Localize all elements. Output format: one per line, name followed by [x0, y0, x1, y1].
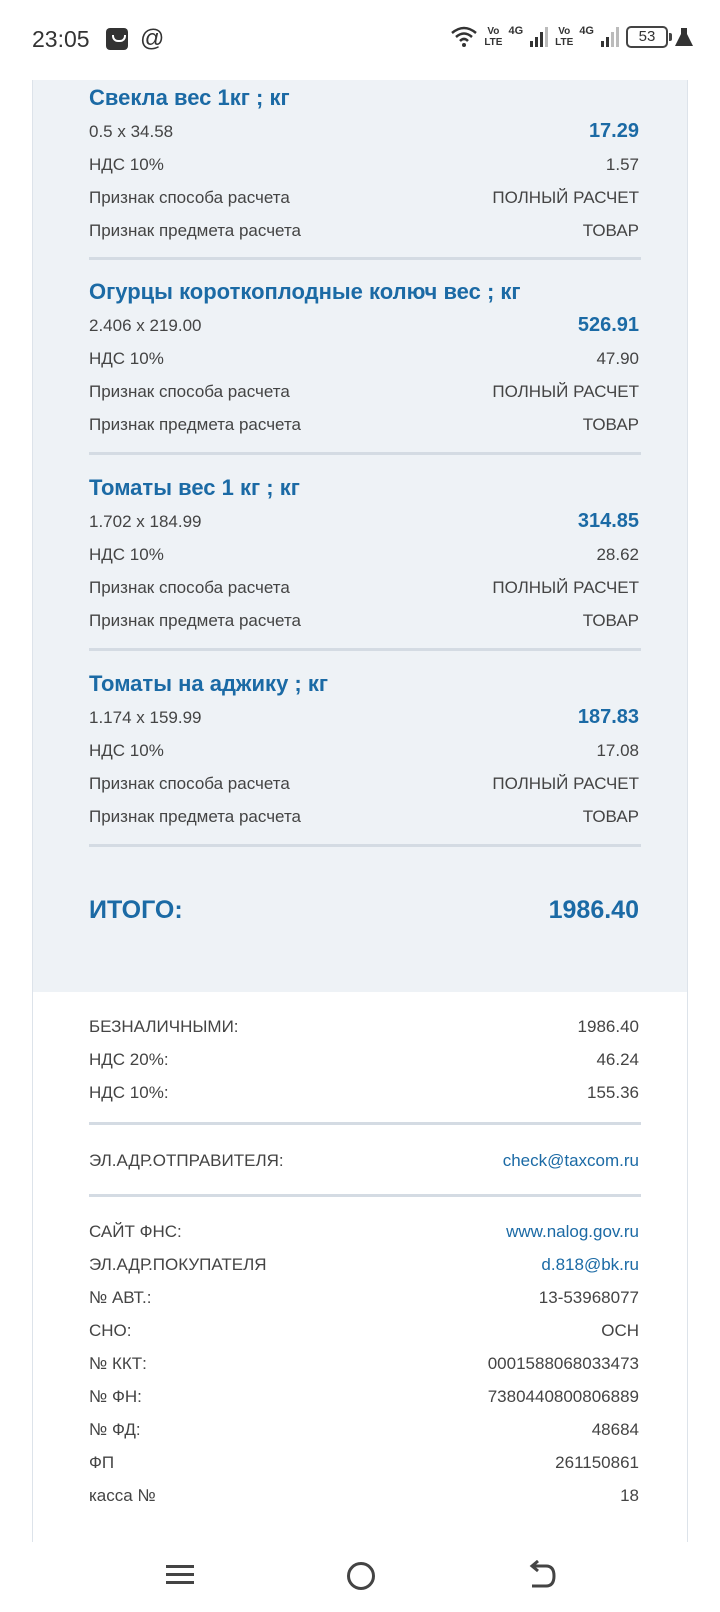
item-qty-price: 0.5 x 34.58: [89, 121, 174, 141]
at-sign-icon: @: [140, 25, 165, 52]
sender-email-link[interactable]: check@taxcom.ru: [502, 1151, 639, 1170]
item-subject-value: ТОВАР: [582, 415, 639, 434]
item-divider: [89, 257, 641, 260]
item-title: Томаты на аджику ; кг: [89, 671, 329, 696]
item-qty-row: [89, 504, 639, 538]
item-amount: 314.85: [577, 509, 639, 532]
auto-label: № АВТ.:: [89, 1288, 152, 1307]
battery-icon: 53: [626, 26, 668, 48]
item-method-label: Признак способа расчета: [89, 188, 290, 207]
item-amount: 526.91: [577, 313, 639, 336]
vat10-label: НДС 10%:: [89, 1083, 169, 1102]
status-bar: [0, 0, 720, 80]
kkt-value: 0001588068033473: [487, 1354, 639, 1373]
item-title: Огурцы короткоплодные колюч вес ; кг: [89, 279, 521, 304]
fd-label: № ФД:: [89, 1420, 141, 1439]
receipt-item: [89, 472, 639, 637]
item-vat-row: [89, 538, 639, 571]
volte-1-indicator: Vo LTE: [484, 26, 503, 48]
shopping-bag-icon: [106, 28, 128, 50]
sno-row: [89, 1314, 639, 1347]
receipt-item: [89, 668, 639, 833]
item-method-row: [89, 571, 639, 604]
item-title: Томаты вес 1 кг ; кг: [89, 475, 300, 500]
item-qty-row: [89, 308, 639, 342]
item-vat-value: 17.08: [596, 741, 639, 760]
payment-block: [89, 1010, 639, 1109]
item-qty-price: 1.702 x 184.99: [89, 511, 202, 531]
item-method-value: ПОЛНЫЙ РАСЧЕТ: [492, 382, 639, 401]
fns-site-row: [89, 1215, 639, 1248]
item-title: Свекла вес 1кг ; кг: [89, 85, 290, 110]
item-vat-row: [89, 734, 639, 767]
item-vat-row: [89, 342, 639, 375]
item-vat-label: НДС 10%: [89, 155, 164, 174]
details-block: [89, 1215, 639, 1512]
item-subject-label: Признак предмета расчета: [89, 415, 301, 434]
item-subject-row: [89, 214, 639, 247]
register-value: 18: [620, 1486, 639, 1505]
status-time: 23:05: [32, 26, 90, 52]
cashless-row: [89, 1010, 639, 1043]
back-icon[interactable]: [526, 1560, 558, 1597]
item-subject-label: Признак предмета расчета: [89, 221, 301, 240]
receipt-item: [89, 276, 639, 441]
vat10-row: [89, 1076, 639, 1109]
sno-value: ОСН: [601, 1321, 639, 1340]
item-vat-row: [89, 148, 639, 181]
fp-label: ФП: [89, 1453, 115, 1472]
signal-strength-1-icon: [529, 26, 549, 48]
item-method-label: Признак способа расчета: [89, 774, 290, 793]
fns-site-label: САЙТ ФНС:: [89, 1222, 182, 1241]
item-subject-value: ТОВАР: [582, 611, 639, 630]
volte-2-indicator: Vo LTE: [555, 26, 574, 48]
kkt-row: [89, 1347, 639, 1380]
item-vat-value: 28.62: [596, 545, 639, 564]
wifi-icon: [450, 26, 478, 48]
total-value: 1986.40: [548, 895, 639, 924]
item-vat-value: 1.57: [605, 155, 639, 174]
cashless-label: БЕЗНАЛИЧНЫМИ:: [89, 1017, 239, 1036]
menu-icon[interactable]: [166, 1560, 196, 1590]
fd-row: [89, 1413, 639, 1446]
fn-value: 7380440800806889: [487, 1387, 639, 1406]
item-method-value: ПОЛНЫЙ РАСЧЕТ: [492, 774, 639, 793]
section-divider: [89, 1122, 641, 1125]
item-divider: [89, 844, 641, 847]
item-method-row: [89, 375, 639, 408]
buyer-email-row: [89, 1248, 639, 1281]
fn-row: [89, 1380, 639, 1413]
sender-label: ЭЛ.АДР.ОТПРАВИТЕЛЯ:: [89, 1151, 284, 1170]
network-type-1: 4G: [508, 25, 524, 37]
item-subject-label: Признак предмета расчета: [89, 807, 301, 826]
total-row: [89, 892, 639, 928]
item-method-value: ПОЛНЫЙ РАСЧЕТ: [492, 578, 639, 597]
item-vat-label: НДС 10%: [89, 545, 164, 564]
status-notification-icons: [106, 25, 165, 52]
total-label: ИТОГО:: [89, 895, 183, 924]
vat20-label: НДС 20%:: [89, 1050, 169, 1069]
item-vat-value: 47.90: [596, 349, 639, 368]
auto-value: 13-53968077: [538, 1288, 639, 1307]
item-subject-value: ТОВАР: [582, 807, 639, 826]
items-panel: [33, 80, 687, 992]
item-qty-row: [89, 700, 639, 734]
item-qty-row: [89, 114, 639, 148]
receipt: [32, 80, 688, 1542]
fd-value: 48684: [591, 1420, 639, 1439]
section-divider: [89, 1194, 641, 1197]
home-icon[interactable]: [347, 1562, 375, 1590]
fp-value: 261150861: [555, 1453, 639, 1472]
item-qty-price: 2.406 x 219.00: [89, 315, 202, 335]
signal-strength-2-icon: [600, 26, 620, 48]
register-label: касса №: [89, 1486, 156, 1505]
kkt-label: № ККТ:: [89, 1354, 147, 1373]
item-method-label: Признак способа расчета: [89, 382, 290, 401]
item-amount: 17.29: [588, 119, 639, 142]
item-subject-row: [89, 604, 639, 637]
buyer-email-label: ЭЛ.АДР.ПОКУПАТЕЛЯ: [89, 1255, 267, 1274]
navigation-bar: [0, 1542, 720, 1612]
item-subject-row: [89, 408, 639, 441]
item-method-label: Признак способа расчета: [89, 578, 290, 597]
sender-row: [89, 1144, 639, 1177]
fn-label: № ФН:: [89, 1387, 142, 1406]
item-vat-label: НДС 10%: [89, 741, 164, 760]
vat20-row: [89, 1043, 639, 1076]
item-subject-value: ТОВАР: [582, 221, 639, 240]
flask-icon: [674, 26, 694, 48]
network-type-2: 4G: [579, 25, 594, 37]
item-method-value: ПОЛНЫЙ РАСЧЕТ: [492, 188, 639, 207]
vat10-value: 155.36: [587, 1083, 639, 1102]
item-method-row: [89, 181, 639, 214]
cashless-value: 1986.40: [577, 1017, 639, 1036]
item-subject-label: Признак предмета расчета: [89, 611, 301, 630]
item-amount: 187.83: [577, 705, 639, 728]
fp-row: [89, 1446, 639, 1479]
fns-site-link[interactable]: www.nalog.gov.ru: [506, 1222, 639, 1241]
item-qty-price: 1.174 x 159.99: [89, 707, 202, 727]
register-row: [89, 1479, 639, 1512]
sender-block: [89, 1144, 639, 1177]
receipt-item: [89, 82, 639, 247]
item-divider: [89, 648, 641, 651]
vat20-value: 46.24: [596, 1050, 639, 1069]
sno-label: СНО:: [89, 1321, 132, 1340]
item-divider: [89, 452, 641, 455]
buyer-email-link[interactable]: d.818@bk.ru: [541, 1255, 639, 1274]
item-method-row: [89, 767, 639, 800]
item-vat-label: НДС 10%: [89, 349, 164, 368]
status-system-icons: [450, 26, 694, 48]
item-subject-row: [89, 800, 639, 833]
auto-row: [89, 1281, 639, 1314]
